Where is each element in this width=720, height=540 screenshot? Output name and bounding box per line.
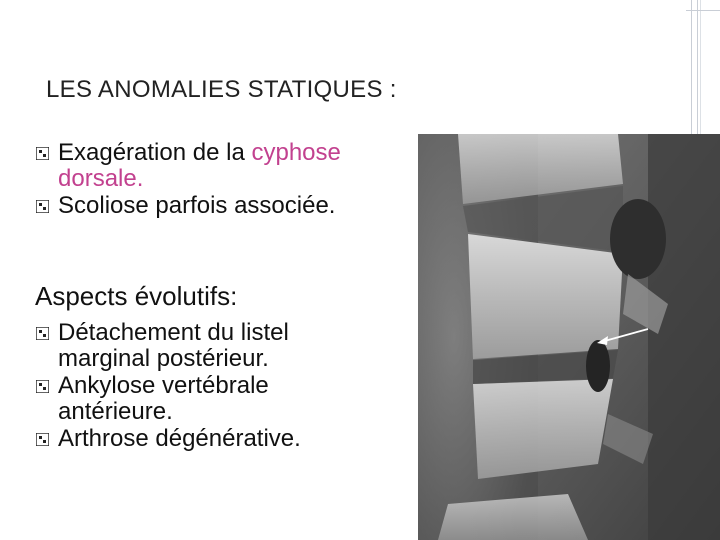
section-subheading: Aspects évolutifs: <box>35 281 238 311</box>
spine-xray-image <box>418 134 720 540</box>
list-item-text: Détachement du listel marginal postérieur. <box>58 319 289 372</box>
xray-graphic <box>418 134 720 540</box>
square-bullet-icon <box>36 380 49 393</box>
list-item <box>34 426 384 452</box>
decorative-border-line <box>691 0 692 136</box>
square-bullet-icon <box>36 147 49 160</box>
decorative-border-line <box>697 0 698 136</box>
list-item-text: Exagération de la <box>58 139 252 166</box>
list-item <box>34 320 384 372</box>
decorative-border-line <box>700 0 701 136</box>
list-item-text: Arthrose dégénérative. <box>58 425 301 452</box>
list-item <box>34 193 414 219</box>
square-bullet-icon <box>36 433 49 446</box>
highlighted-term: cyphose dorsale. <box>58 139 341 192</box>
evolution-list <box>34 320 384 453</box>
slide-title: LES ANOMALIES STATIQUES : <box>46 76 397 103</box>
square-bullet-icon <box>36 327 49 340</box>
anomalies-list <box>34 140 414 220</box>
square-bullet-icon <box>36 200 49 213</box>
decorative-border-line <box>686 10 720 11</box>
list-item-text: Scoliose parfois associée. <box>58 192 336 219</box>
list-item <box>34 373 384 425</box>
list-item-text: Ankylose vertébrale antérieure. <box>58 372 269 425</box>
list-item <box>34 140 414 192</box>
